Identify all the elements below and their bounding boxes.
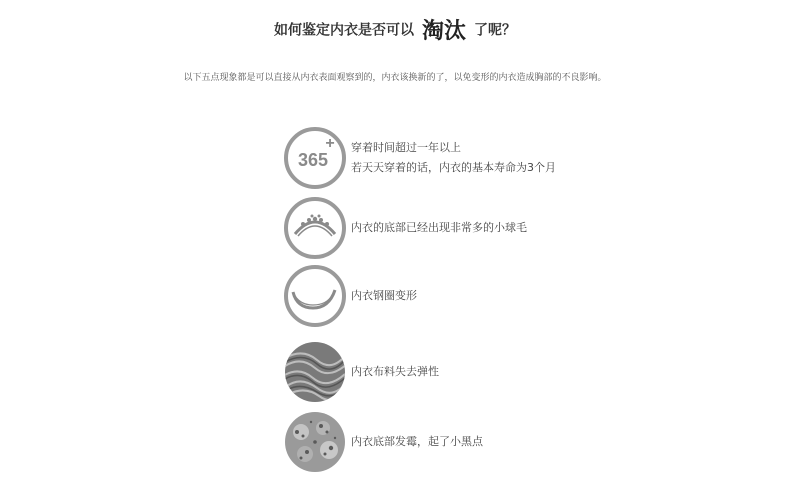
title-prefix: 如何鉴定内衣是否可以 [273, 22, 414, 39]
underwire-deformed-icon [283, 264, 347, 328]
list-item-pilling [283, 196, 603, 260]
title-suffix: 了呢？ [474, 22, 516, 39]
item-line1: 内衣布料失去弹性 [351, 365, 439, 378]
badge-number: 365 [297, 150, 329, 170]
pilling-icon [283, 196, 347, 260]
item-line1: 内衣底部发霉，起了小黑点 [351, 435, 483, 448]
badge-plus: + [325, 135, 335, 152]
item-line1: 内衣的底部已经出现非常多的小球毛 [351, 221, 527, 234]
page-subtitle: 以下五点现象都是可以直接从内衣表面观察到的，内衣该换新的了，以免变形的内衣造成胸部的不良影响。 [183, 73, 607, 83]
365-plus-icon [283, 126, 347, 190]
list-item-elasticity [283, 340, 603, 404]
mold-spots-icon [283, 410, 347, 474]
item-line1: 内衣钢圈变形 [351, 289, 417, 302]
list-item-underwire [283, 264, 603, 328]
list-item-wear-time [283, 126, 603, 190]
item-line2: 若天天穿着的话，内衣的基本寿命为3个月 [351, 161, 556, 174]
item-line1: 穿着时间超过一年以上 [351, 141, 461, 154]
fabric-texture-icon [283, 340, 347, 404]
title-emphasis: 淘汰 [421, 19, 466, 44]
page-title [0, 14, 790, 45]
list-item-mold [283, 410, 603, 474]
